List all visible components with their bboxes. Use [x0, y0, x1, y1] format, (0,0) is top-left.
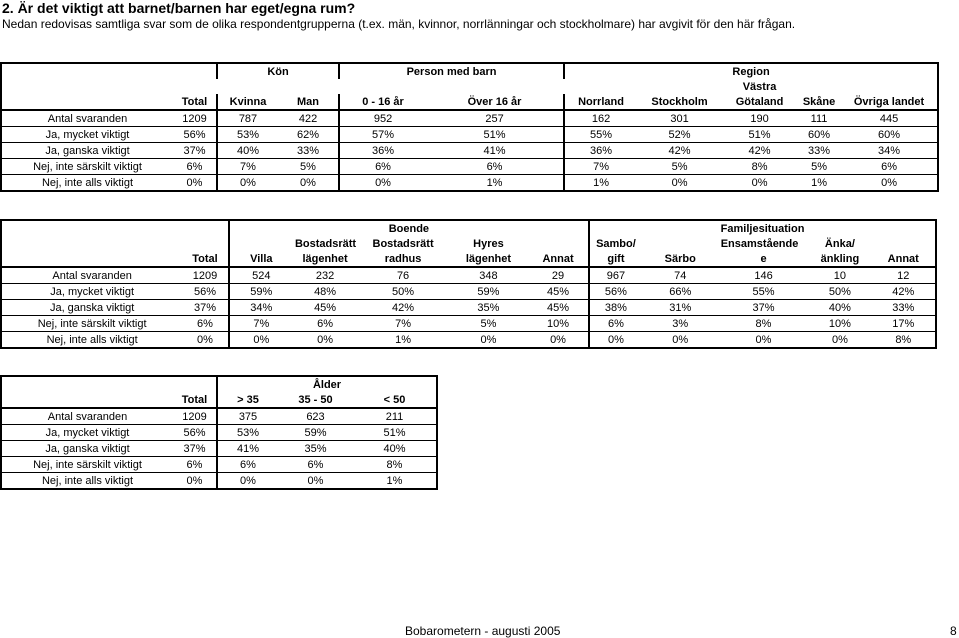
column-header-ensamstaend: Ensamstående — [720, 238, 799, 250]
group-header-alder: Ålder — [217, 376, 437, 392]
table-cell: 6% — [173, 159, 217, 175]
table-cell: 0% — [589, 332, 642, 349]
column-header-gotaland: Götaland — [735, 96, 784, 108]
table-cell: 53% — [217, 425, 278, 441]
table-cell: 111 — [797, 110, 841, 127]
alder-table — [0, 375, 438, 490]
table-cell: 348 — [449, 267, 528, 284]
table-cell: 6% — [217, 457, 278, 473]
table-cell: 10% — [528, 316, 589, 332]
table-cell: 38% — [589, 300, 642, 316]
table-cell: 0% — [808, 332, 871, 349]
table-cell: 146 — [719, 267, 809, 284]
table-cell: 55% — [719, 284, 809, 300]
column-header-radhus: radhus — [384, 253, 422, 265]
table-cell: 59% — [278, 425, 353, 441]
page-subtitle: Nedan redovisas samtliga svar som de olika respondentgrupperna (t.ex. män, kvinnor, norrlänningar och stockholmare) har avgivit för den här frågan. — [2, 17, 796, 31]
column-header-bostadsratt-2: Bostadsrätt — [372, 238, 434, 250]
table-cell: 1209 — [182, 267, 228, 284]
table-cell: 0% — [449, 332, 528, 349]
table-cell: 50% — [808, 284, 871, 300]
table-cell: 375 — [217, 408, 278, 425]
table-cell: 0% — [217, 473, 278, 490]
footer-text: Bobarometern - augusti 2005 — [405, 624, 561, 638]
table-row — [1, 316, 936, 332]
table-cell: 40% — [808, 300, 871, 316]
table-cell: 6% — [426, 159, 564, 175]
table-cell: 56% — [182, 284, 228, 300]
table-cell: 0% — [293, 332, 357, 349]
table-cell: 74 — [642, 267, 719, 284]
table-cell: 52% — [637, 127, 722, 143]
table-cell: 8% — [353, 457, 437, 473]
row-label: Ja, ganska viktigt — [1, 300, 182, 316]
column-header-ankling: änkling — [820, 253, 860, 265]
table-cell: 257 — [426, 110, 564, 127]
table-cell: 40% — [353, 441, 437, 457]
row-label: Ja, mycket viktigt — [1, 425, 173, 441]
column-header-stockholm: Stockholm — [651, 96, 708, 108]
table-cell: 17% — [872, 316, 936, 332]
column-header-annat-familj: Annat — [872, 251, 936, 267]
group-header-person-med-barn: Person med barn — [339, 63, 564, 79]
table-cell: 6% — [841, 159, 938, 175]
table-cell: 37% — [173, 143, 217, 159]
table-cell: 0% — [642, 332, 719, 349]
table-cell: 6% — [278, 457, 353, 473]
table-cell: 56% — [173, 127, 217, 143]
column-header-bostadsratt-1: Bostadsrätt — [294, 238, 357, 250]
column-header-sarbo: Särbo — [664, 253, 696, 265]
table-cell: 48% — [293, 284, 357, 300]
table-cell: 33% — [872, 300, 936, 316]
table-cell: 37% — [182, 300, 228, 316]
column-header-vastra: Västra — [742, 81, 777, 93]
table-cell: 51% — [722, 127, 797, 143]
table-cell: 59% — [449, 284, 528, 300]
table-cell: 45% — [528, 300, 589, 316]
table-cell: 0% — [637, 175, 722, 192]
table-cell: 10 — [808, 267, 871, 284]
table-cell: 7% — [564, 159, 637, 175]
table-cell: 50% — [357, 284, 449, 300]
row-label: Nej, inte särskilt viktigt — [1, 457, 173, 473]
page-number: 8 — [950, 624, 957, 638]
table-cell: 1% — [353, 473, 437, 490]
row-label: Antal svaranden — [1, 408, 173, 425]
table-cell: 37% — [173, 441, 217, 457]
column-header-ovriga-landet: Övriga landet — [841, 94, 938, 110]
row-label: Ja, mycket viktigt — [1, 284, 182, 300]
table-cell: 57% — [339, 127, 426, 143]
table-cell: 35% — [449, 300, 528, 316]
table-cell: 59% — [229, 284, 293, 300]
table-row — [1, 332, 936, 349]
table-cell: 42% — [722, 143, 797, 159]
column-header-sambo: Sambo/ — [589, 236, 642, 251]
table-cell: 7% — [229, 316, 293, 332]
group-header-boende: Boende — [229, 220, 589, 236]
column-header-norrland: Norrland — [564, 94, 637, 110]
table-cell: 3% — [642, 316, 719, 332]
table-cell: 232 — [293, 267, 357, 284]
table-cell: 6% — [293, 316, 357, 332]
table-cell: 31% — [642, 300, 719, 316]
table-cell: 5% — [278, 159, 339, 175]
table-cell: 1209 — [173, 110, 217, 127]
table-cell: 524 — [229, 267, 293, 284]
table-cell: 56% — [589, 284, 642, 300]
table-cell: 0% — [278, 473, 353, 490]
table-row — [1, 473, 437, 490]
table-cell: 76 — [357, 267, 449, 284]
table-cell: 0% — [528, 332, 589, 349]
table-cell: 60% — [797, 127, 841, 143]
table-cell: 10% — [808, 316, 871, 332]
table-row — [1, 127, 938, 143]
table-row — [1, 408, 437, 425]
table-cell: 5% — [797, 159, 841, 175]
table-cell: 0% — [229, 332, 293, 349]
boende-table — [0, 219, 937, 349]
table-cell: 1% — [357, 332, 449, 349]
table-row — [1, 267, 936, 284]
group-header-kon: Kön — [217, 63, 339, 79]
table-cell: 952 — [339, 110, 426, 127]
table-cell: 56% — [173, 425, 217, 441]
column-header-anka: Änka/ — [824, 238, 855, 250]
table-cell: 55% — [564, 127, 637, 143]
table-cell: 0% — [182, 332, 228, 349]
table-cell: 60% — [841, 127, 938, 143]
table-cell: 0% — [841, 175, 938, 192]
column-header-ensamstaende-e: e — [760, 253, 767, 265]
row-label: Nej, inte alls viktigt — [1, 175, 173, 192]
region-table — [0, 62, 939, 192]
row-label: Ja, mycket viktigt — [1, 127, 173, 143]
table-cell: 5% — [637, 159, 722, 175]
column-header-total: Total — [192, 253, 218, 265]
table-cell: 8% — [872, 332, 936, 349]
row-label: Ja, ganska viktigt — [1, 143, 173, 159]
table-row — [1, 159, 938, 175]
table-cell: 1% — [426, 175, 564, 192]
table-row — [1, 457, 437, 473]
table-cell: 0% — [173, 175, 217, 192]
column-header-under-50: < 50 — [353, 392, 437, 408]
table-cell: 967 — [589, 267, 642, 284]
table-cell: 623 — [278, 408, 353, 425]
table-cell: 5% — [449, 316, 528, 332]
table-cell: 445 — [841, 110, 938, 127]
column-header-kvinna: Kvinna — [217, 94, 278, 110]
column-header-lagenhet: lägenhet — [302, 253, 348, 265]
table-cell: 36% — [564, 143, 637, 159]
table-cell: 37% — [719, 300, 809, 316]
table-cell: 53% — [217, 127, 278, 143]
table-cell: 51% — [426, 127, 564, 143]
row-label: Nej, inte särskilt viktigt — [1, 316, 182, 332]
table-cell: 211 — [353, 408, 437, 425]
table-cell: 45% — [293, 300, 357, 316]
table-cell: 0% — [719, 332, 809, 349]
table-cell: 0% — [278, 175, 339, 192]
table-cell: 190 — [722, 110, 797, 127]
table-cell: 6% — [173, 457, 217, 473]
table-cell: 6% — [589, 316, 642, 332]
column-header-total: Total — [181, 96, 208, 108]
column-header-over-35: > 35 — [217, 392, 278, 408]
table-row — [1, 425, 437, 441]
column-header-gift: gift — [589, 251, 642, 267]
table-cell: 301 — [637, 110, 722, 127]
table-cell: 8% — [719, 316, 809, 332]
table-cell: 45% — [528, 284, 589, 300]
row-label: Antal svaranden — [1, 110, 173, 127]
table-cell: 35% — [278, 441, 353, 457]
table-cell: 0% — [217, 175, 278, 192]
table-cell: 41% — [426, 143, 564, 159]
table-cell: 0% — [722, 175, 797, 192]
table-cell: 7% — [217, 159, 278, 175]
column-header-villa: Villa — [229, 251, 293, 267]
table-cell: 33% — [278, 143, 339, 159]
table-cell: 51% — [353, 425, 437, 441]
column-header-skane: Skåne — [802, 96, 836, 108]
table-cell: 6% — [182, 316, 228, 332]
table-cell: 33% — [797, 143, 841, 159]
table-cell: 1% — [797, 175, 841, 192]
row-label: Nej, inte alls viktigt — [1, 473, 173, 490]
table-cell: 41% — [217, 441, 278, 457]
group-header-region: Region — [564, 63, 938, 79]
row-label: Nej, inte särskilt viktigt — [1, 159, 173, 175]
table-cell: 42% — [872, 284, 936, 300]
table-row — [1, 300, 936, 316]
column-header-hyres-lagenhet: lägenhet — [465, 253, 512, 265]
row-label: Ja, ganska viktigt — [1, 441, 173, 457]
table-row — [1, 284, 936, 300]
row-label: Nej, inte alls viktigt — [1, 332, 182, 349]
row-label: Antal svaranden — [1, 267, 182, 284]
table-row — [1, 175, 938, 192]
table-cell: 40% — [217, 143, 278, 159]
table-cell: 1209 — [173, 408, 217, 425]
column-header-man: Man — [297, 96, 319, 108]
table-cell: 6% — [339, 159, 426, 175]
table-cell: 34% — [229, 300, 293, 316]
table-cell: 66% — [642, 284, 719, 300]
table-cell: 787 — [217, 110, 278, 127]
table-cell: 42% — [357, 300, 449, 316]
table-cell: 7% — [357, 316, 449, 332]
table-cell: 36% — [339, 143, 426, 159]
column-header-total: Total — [181, 394, 208, 406]
table-cell: 0% — [339, 175, 426, 192]
table-row — [1, 143, 938, 159]
column-header-hyres: Hyres — [473, 238, 504, 250]
table-cell: 0% — [173, 473, 217, 490]
table-row — [1, 441, 437, 457]
table-cell: 34% — [841, 143, 938, 159]
column-header-35-50: 35 - 50 — [298, 394, 333, 406]
column-header-0-16: 0 - 16 år — [339, 94, 426, 110]
table-cell: 12 — [872, 267, 936, 284]
table-cell: 29 — [528, 267, 589, 284]
group-header-familjesituation: Familjesituation — [589, 220, 936, 236]
column-header-annat-boende: Annat — [542, 253, 574, 265]
page-title: 2. Är det viktigt att barnet/barnen har eget/egna rum? — [2, 0, 356, 16]
table-row — [1, 110, 938, 127]
column-header-over-16: Över 16 år — [467, 96, 522, 108]
table-cell: 1% — [564, 175, 637, 192]
table-cell: 162 — [564, 110, 637, 127]
table-cell: 422 — [278, 110, 339, 127]
table-cell: 8% — [722, 159, 797, 175]
table-cell: 42% — [637, 143, 722, 159]
table-cell: 62% — [278, 127, 339, 143]
